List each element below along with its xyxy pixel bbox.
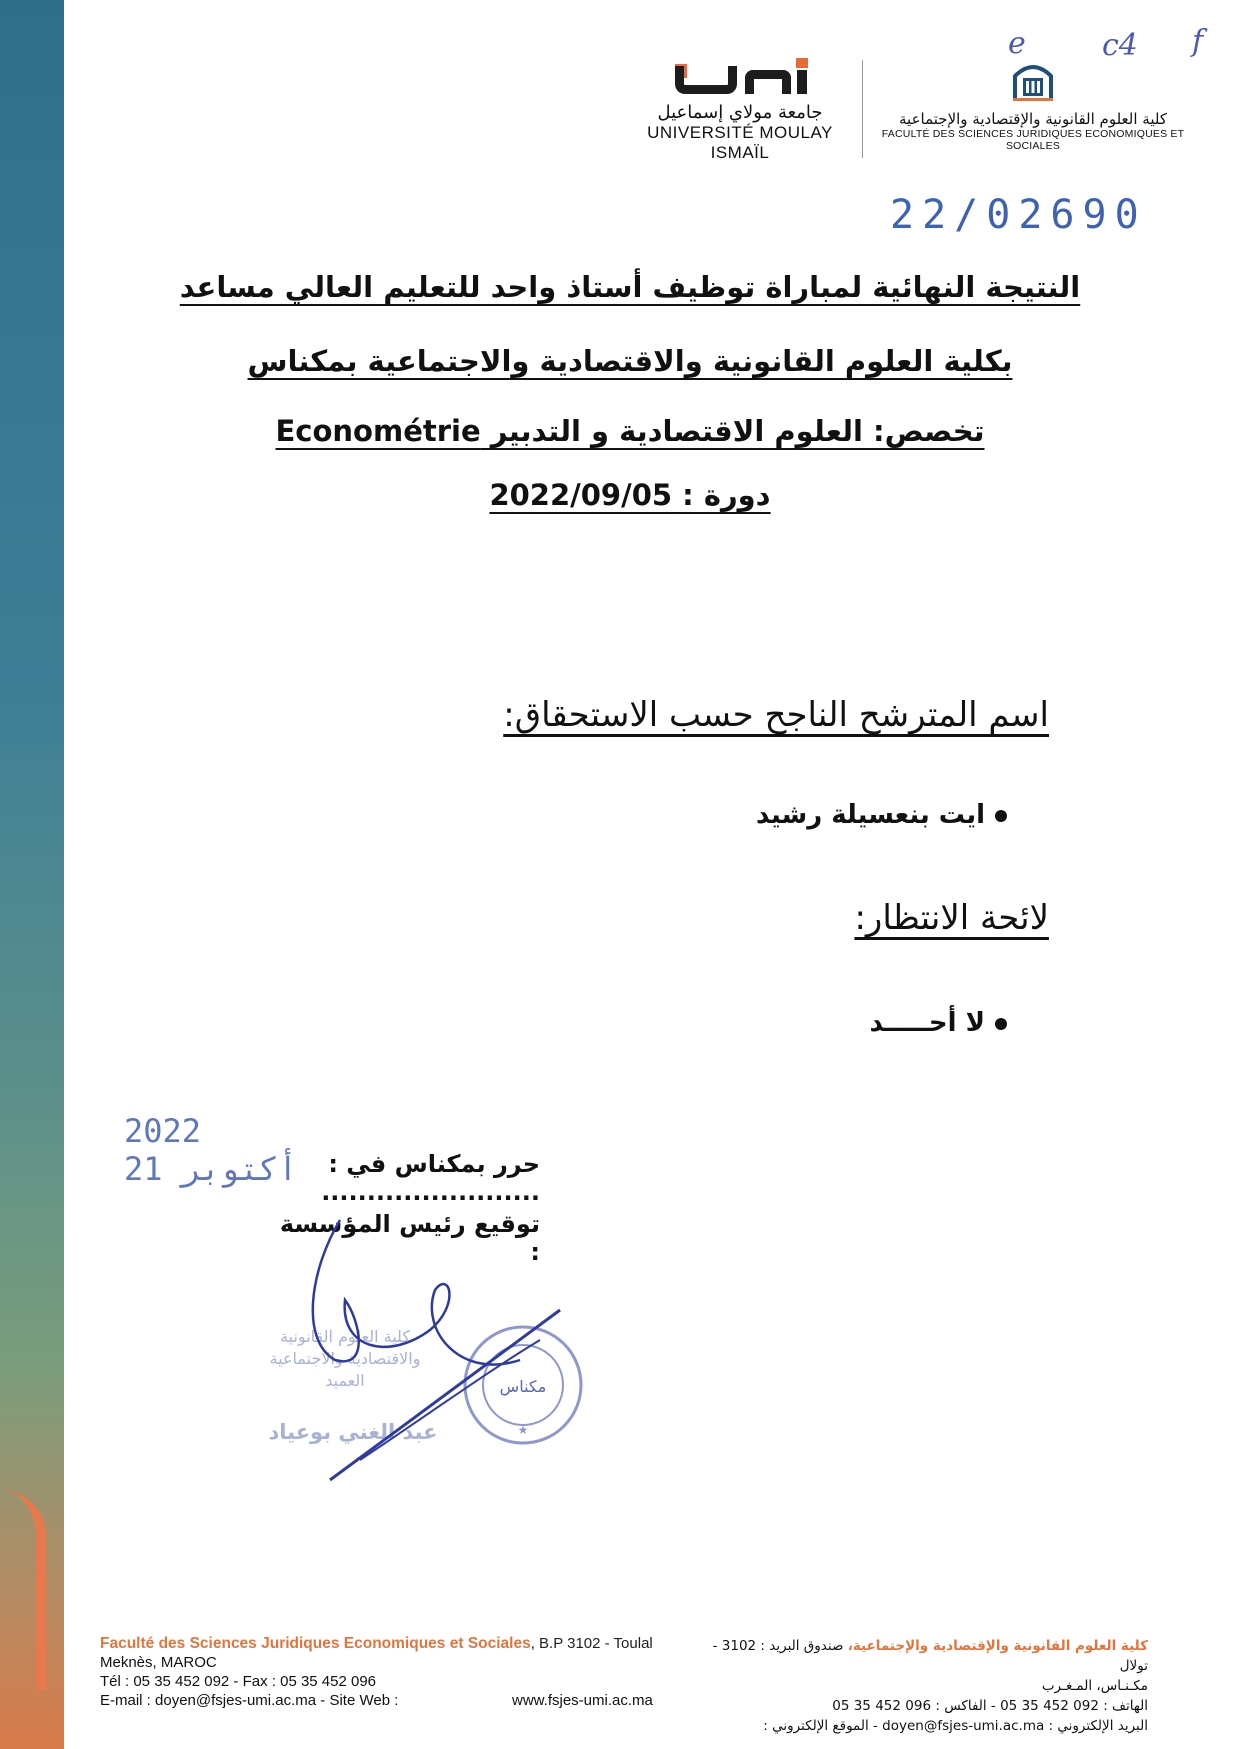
footer-city: Meknès, MAROC [100,1654,217,1671]
university-logo [630,58,850,170]
footer-email: E-mail : doyen@fsjes-umi.ac.ma - Site Web : [100,1692,399,1709]
candidate-name: ايت بنعسيلة رشيد [756,800,985,830]
margin-mark: f [1192,24,1204,59]
footer-faculty-name-arabic: كلية العلوم القانونية والإقتصادية والإجتماعية، [847,1638,1148,1654]
waiting-list-item [869,1008,1007,1038]
left-decorative-band [0,0,64,1749]
title-line: بكلية العلوم القانونية والاقتصادية والاجتماعية بمكناس [247,344,1013,378]
footer-arabic [700,1636,1148,1736]
title-line: دورة : 2022/09/05 [489,478,771,512]
faculty-emblem-icon [1009,56,1057,104]
dean-name-stamp: عبد الغني بوعياد [268,1420,438,1444]
footer-faculty-name-french: Faculté des Sciences Juridiques Economiques et Sociales [100,1635,531,1652]
faculty-name-french: FACULTÉ DES SCIENCES JURIDIQUES ECONOMIQUES ET SOCIALES [881,128,1185,152]
footer-postal-box: , B.P 3102 - Toulal [530,1635,653,1652]
footer-city-arabic: مكـنـاس، المـغـرب [1041,1678,1148,1694]
umi-logo-mark [665,58,815,98]
margin-mark: e [1008,26,1026,61]
footer-french [100,1634,690,1710]
band-accent-shape [0,1490,46,1690]
faculty-logo [876,56,1190,168]
round-stamp-text: مكناس [499,1377,547,1396]
footer-phone-fax-arabic: الهاتف : 092 452 35 05 - الفاكس : 096 452 35 05 [832,1698,1148,1714]
university-name-french: UNIVERSITÉ MOULAY ISMAÏL [647,123,833,162]
faculty-stamp: كلية العلوم القانونية والاقتصادية والاجتماعية العميد [269,1327,421,1390]
date-stamp: 2022 أكتوبر 21 [124,1112,298,1188]
written-at-line: حرر بمكناس في : ........................ [321,1150,540,1206]
university-name-arabic: جامعة مولاي إسماعيل [657,102,823,123]
waiting-list-entry: لا أحـــــد [869,1008,985,1038]
footer-phone-fax: Tél : 05 35 452 092 - Fax : 05 35 452 096 [100,1673,377,1690]
footer-email-arabic: البريد الإلكتروني : doyen@fsjes-umi.ac.ma - الموقع الإلكتروني : [763,1718,1148,1734]
footer-postal-box-arabic: صندوق البريد : 3102 - تولال [712,1638,1148,1674]
signature-label: توقيع رئيس المؤسسة : [279,1210,540,1266]
header-logos [630,50,1190,170]
footer-website-link[interactable]: www.fsjes-umi.ac.ma [512,1692,653,1709]
title-line: النتيجة النهائية لمباراة توظيف أستاذ واحد للتعليم العالي مساعد [179,270,1081,304]
bullet-icon [995,810,1007,822]
bullet-icon [995,1018,1007,1030]
reference-number-stamp: 22/02690 [890,192,1147,238]
candidate-list-item [756,800,1007,830]
successful-candidate-heading: اسم المترشح الناجح حسب الاستحقاق: [503,695,1049,735]
margin-mark: c4 [1102,28,1138,63]
svg-text:★: ★ [517,1423,529,1437]
logo-divider [862,60,863,158]
faculty-name-arabic: كلية العلوم القانونية والإقتصادية والإجتماعية [899,110,1167,128]
title-line: تخصص: العلوم الاقتصادية و التدبير Econométrie [275,414,985,448]
waiting-list-heading: لائحة الانتظار: [854,898,1049,938]
handwritten-signature [300,1210,600,1540]
